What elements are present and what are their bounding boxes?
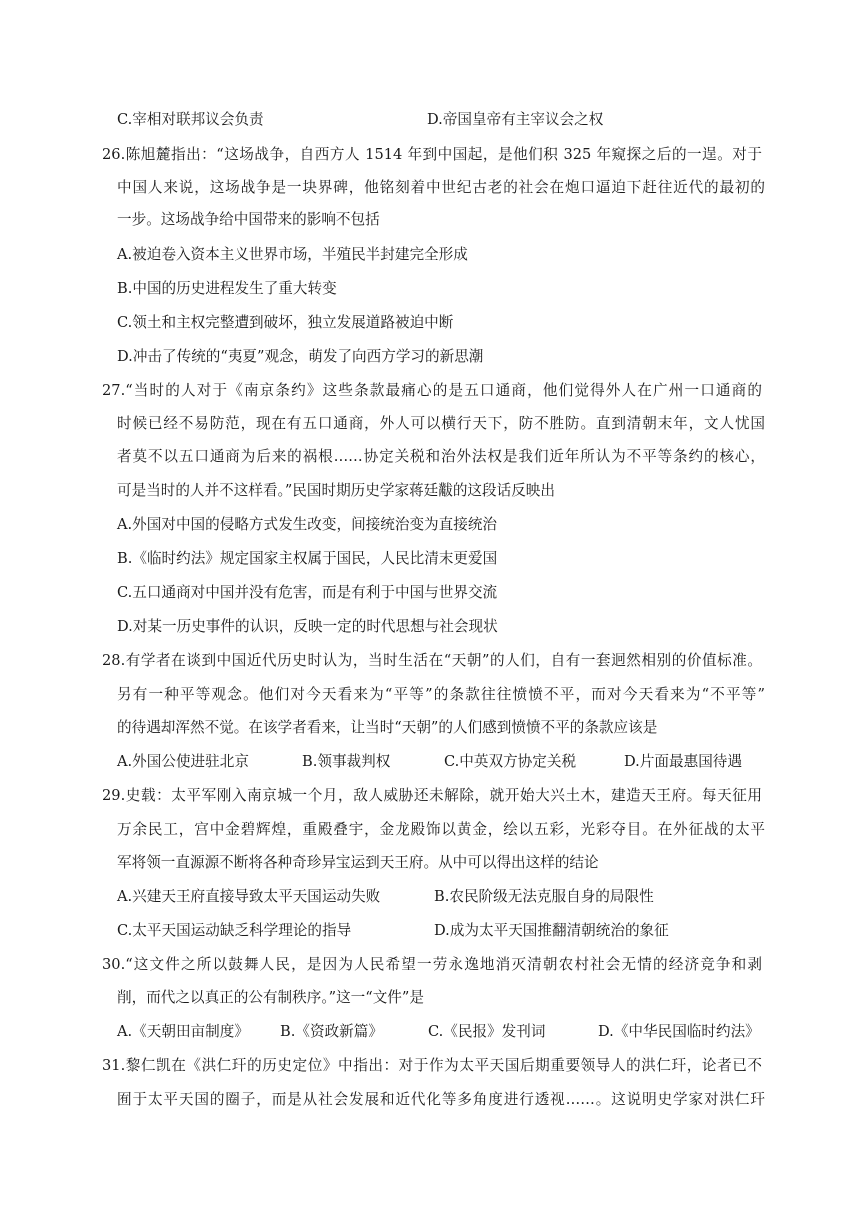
q26-option-b[interactable]: B.中国的历史进程发生了重大转变 (117, 280, 337, 297)
q25-option-d[interactable]: D.帝国皇帝有主宰议会之权 (427, 111, 604, 128)
q27-stem-line-3: 者莫不以五口通商为后来的祸根……协定关税和治外法权是我们近年所认为不平等条约的核心， (117, 448, 765, 465)
q26-stem-line-2: 中国人来说，这场战争是一块界碑，他铭刻着中世纪古老的社会在炮口逼迫下赶往近代的最初的 (117, 179, 765, 196)
q30-option-c[interactable]: C.《民报》发刊词 (428, 1023, 546, 1040)
q29-option-d[interactable]: D.成为太平天国推翻清朝统治的象征 (434, 922, 669, 939)
q28-option-a[interactable]: A.外国公使进驻北京 (117, 753, 249, 770)
q28-stem-line-1: 28.有学者在谈到中国近代历史时认为，当时生活在“天朝”的人们，自有一套迥然相别的价值标准。 (102, 652, 762, 669)
q27-stem-line-4: 可是当时的人并不这样看。”民国时期历史学家蒋廷黻的这段话反映出 (117, 482, 555, 499)
q31-stem-line-1: 31.黎仁凯在《洪仁玕的历史定位》中指出：对于作为太平天国后期重要领导人的洪仁玕，论者已不 (102, 1057, 762, 1074)
q30-option-d[interactable]: D.《中华民国临时约法》 (598, 1023, 760, 1040)
q29-option-c[interactable]: C.太平天国运动缺乏科学理论的指导 (117, 922, 352, 939)
q27-stem-line-1: 27.“当时的人对于《南京条约》这些条款最痛心的是五口通商，他们觉得外人在广州一口通商的 (102, 382, 762, 399)
q27-option-b[interactable]: B.《临时约法》规定国家主权属于国民，人民比清末更爱国 (117, 550, 498, 567)
q30-option-b[interactable]: B.《资政新篇》 (280, 1023, 383, 1040)
q27-option-d[interactable]: D.对某一历史事件的认识，反映一定的时代思想与社会现状 (117, 618, 498, 635)
q26-option-a[interactable]: A.被迫卷入资本主义世界市场，半殖民半封建完全形成 (117, 246, 468, 263)
q28-option-c[interactable]: C.中英双方协定关税 (444, 753, 577, 770)
q29-option-b[interactable]: B.农民阶级无法克服自身的局限性 (434, 888, 654, 905)
q27-option-c[interactable]: C.五口通商对中国并没有危害，而是有利于中国与世界交流 (117, 584, 498, 601)
q29-stem-line-2: 万余民工，宫中金碧辉煌，重殿叠宇，金龙殿饰以黄金，绘以五彩，光彩夺目。在外征战的太平 (117, 821, 765, 838)
q30-option-a[interactable]: A.《天朝田亩制度》 (117, 1023, 249, 1040)
q26-stem-line-3: 一步。这场战争给中国带来的影响不包括 (117, 211, 380, 228)
q28-option-b[interactable]: B.领事裁判权 (302, 753, 391, 770)
q26-stem-line-1: 26.陈旭麓指出：“这场战争，自西方人 1514 年到中国起，是他们积 325 年窥探之后的一逞。对于 (102, 146, 762, 163)
q30-stem-line-2: 削，而代之以真正的公有制秩序。”这一“文件”是 (117, 989, 424, 1006)
q28-stem-line-3: 的待遇却浑然不觉。在该学者看来，让当时“天朝”的人们感到愤愤不平的条款应该是 (117, 719, 658, 736)
q27-option-a[interactable]: A.外国对中国的侵略方式发生改变，间接统治变为直接统治 (117, 516, 498, 533)
q29-stem-line-3: 军将领一直源源不断将各种奇珍异宝运到天王府。从中可以得出这样的结论 (117, 854, 599, 871)
q25-option-c[interactable]: C.宰相对联邦议会负责 (117, 111, 264, 128)
q26-option-d[interactable]: D.冲击了传统的“夷夏”观念，萌发了向西方学习的新思潮 (117, 348, 484, 365)
q28-option-d[interactable]: D.片面最惠国待遇 (624, 753, 742, 770)
q28-stem-line-2: 另有一种平等观念。他们对今天看来为“平等”的条款往往愤愤不平，而对今天看来为“不平等” (117, 686, 765, 703)
q30-stem-line-1: 30.“这文件之所以鼓舞人民，是因为人民希望一劳永逸地消灭清朝农村社会无情的经济竞争和剥 (102, 956, 762, 973)
q31-stem-line-2: 囿于太平天国的圈子，而是从社会发展和近代化等多角度进行透视……。这说明史学家对洪仁玕 (117, 1091, 765, 1108)
q29-option-a[interactable]: A.兴建天王府直接导致太平天国运动失败 (117, 888, 381, 905)
q29-stem-line-1: 29.史载：太平军刚入南京城一个月，敌人威胁还未解除，就开始大兴土木，建造天王府。每天征用 (102, 787, 762, 804)
q26-option-c[interactable]: C.领土和主权完整遭到破坏，独立发展道路被迫中断 (117, 314, 454, 331)
q27-stem-line-2: 时候已经不易防范，现在有五口通商，外人可以横行天下，防不胜防。直到清朝末年，文人忧国 (117, 415, 765, 432)
